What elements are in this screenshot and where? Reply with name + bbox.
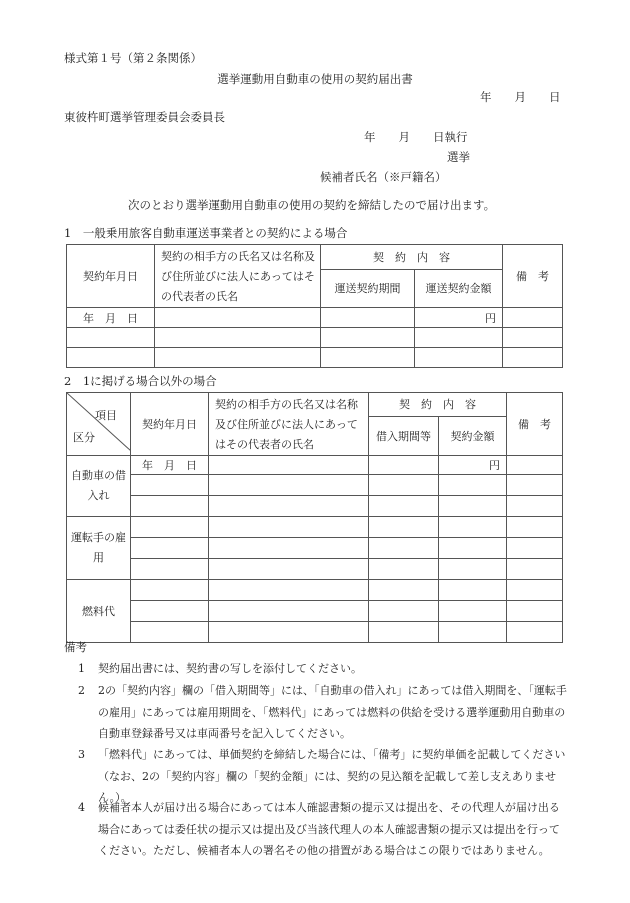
- candidate-name-label: 候補者氏名（※戸籍名）: [320, 170, 447, 184]
- s2-fuel-row2-counterparty[interactable]: [209, 601, 369, 622]
- s2-driver-row1-amount[interactable]: [439, 517, 507, 538]
- s1-header-counterparty: 契約の相手方の氏名又は名称及び住所並びに法人にあってはその代表者の氏名: [155, 245, 321, 308]
- s2-driver-row2-amount[interactable]: [439, 538, 507, 559]
- s2-header-counterparty: 契約の相手方の氏名又は名称及び住所並びに法人にあってはその代表者の氏名: [209, 393, 369, 456]
- note-4: [64, 797, 569, 862]
- note-2-number: 2: [78, 684, 85, 697]
- s2-car-row1-remarks[interactable]: [507, 456, 563, 475]
- section2-heading: 2 1に掲げる場合以外の場合: [64, 374, 217, 388]
- s1-header-remarks: 備 考: [503, 245, 563, 308]
- s2-car-row3-date[interactable]: [131, 496, 209, 517]
- s1-row1-counterparty[interactable]: [155, 308, 321, 328]
- s2-fuel-row3-period[interactable]: [369, 622, 439, 643]
- s2-fuel-row2-date[interactable]: [131, 601, 209, 622]
- s2-fuel-row1-remarks[interactable]: [507, 580, 563, 601]
- s2-driver-row1-period[interactable]: [369, 517, 439, 538]
- s2-category-driver: 運転手の雇用: [67, 517, 131, 580]
- section1-table: [66, 244, 563, 368]
- s2-driver-row1-date[interactable]: [131, 517, 209, 538]
- note-4-number: 4: [78, 801, 85, 814]
- note-2: [64, 680, 569, 745]
- intro-text: 次のとおり選挙運動用自動車の使用の契約を締結したので届け出ます。: [128, 198, 496, 212]
- s2-header-remarks: 備 考: [507, 393, 563, 456]
- s2-fuel-row3-remarks[interactable]: [507, 622, 563, 643]
- s2-fuel-row3-date[interactable]: [131, 622, 209, 643]
- s2-driver-row2-counterparty[interactable]: [209, 538, 369, 559]
- s2-category-fuel: 燃料代: [67, 580, 131, 643]
- s1-row2-amount[interactable]: [415, 328, 503, 348]
- s2-car-row2-period[interactable]: [369, 475, 439, 496]
- s2-header-amount: 契約金額: [439, 416, 507, 455]
- s2-car-row1-date[interactable]: 年 月 日: [131, 456, 209, 475]
- s1-row1-amount[interactable]: 円: [415, 308, 503, 328]
- s2-fuel-row3-amount[interactable]: [439, 622, 507, 643]
- s1-row1-remarks[interactable]: [503, 308, 563, 328]
- s2-car-row3-remarks[interactable]: [507, 496, 563, 517]
- s1-row3-date[interactable]: [67, 348, 155, 368]
- s2-fuel-row1-amount[interactable]: [439, 580, 507, 601]
- date-line: 年 月 日: [480, 90, 561, 104]
- s1-row3-amount[interactable]: [415, 348, 503, 368]
- s2-driver-row1-remarks[interactable]: [507, 517, 563, 538]
- note-3-text: 「燃料代」にあっては、単価契約を締結した場合には、「備考」に契約単価を記載してください（なお、2の「契約内容」欄の「契約金額」には、契約の見込額を記載して差し支えありません。）。: [98, 748, 566, 804]
- s2-fuel-row2-amount[interactable]: [439, 601, 507, 622]
- s2-driver-row2-remarks[interactable]: [507, 538, 563, 559]
- s1-header-contract-date: 契約年月日: [67, 245, 155, 308]
- s2-driver-row3-period[interactable]: [369, 559, 439, 580]
- s2-driver-row2-date[interactable]: [131, 538, 209, 559]
- notes-heading: 備考: [64, 640, 87, 654]
- s1-row1-period[interactable]: [321, 308, 415, 328]
- s2-car-row3-counterparty[interactable]: [209, 496, 369, 517]
- s1-header-amount: 運送契約金額: [415, 269, 503, 307]
- s2-car-row2-amount[interactable]: [439, 475, 507, 496]
- s2-header-contract-content: 契 約 内 容: [369, 393, 507, 417]
- s2-header-diagonal: [67, 393, 131, 456]
- s2-header-contract-date: 契約年月日: [131, 393, 209, 456]
- s2-fuel-row1-period[interactable]: [369, 580, 439, 601]
- s2-car-row3-period[interactable]: [369, 496, 439, 517]
- s2-car-row1-amount[interactable]: 円: [439, 456, 507, 475]
- s2-car-row1-period[interactable]: [369, 456, 439, 475]
- s2-header-category: 区分: [73, 431, 95, 444]
- note-1-number: 1: [78, 662, 85, 675]
- s1-row3-remarks[interactable]: [503, 348, 563, 368]
- s1-header-period: 運送契約期間: [321, 269, 415, 307]
- s1-row1-date[interactable]: 年 月 日: [67, 308, 155, 328]
- s1-header-contract-content: 契 約 内 容: [321, 245, 503, 270]
- note-1: [64, 658, 569, 680]
- s1-row2-counterparty[interactable]: [155, 328, 321, 348]
- s2-driver-row3-counterparty[interactable]: [209, 559, 369, 580]
- note-3-number: 3: [78, 748, 85, 761]
- s2-car-row2-date[interactable]: [131, 475, 209, 496]
- s2-fuel-row2-remarks[interactable]: [507, 601, 563, 622]
- election-label: 選挙: [447, 150, 470, 164]
- s2-driver-row3-amount[interactable]: [439, 559, 507, 580]
- section1-heading: 1 一般乗用旅客自動車運送事業者との契約による場合: [64, 226, 348, 240]
- s2-header-item: 項目: [95, 409, 117, 422]
- election-date: 年 月 日執行: [364, 130, 468, 144]
- form-number: 様式第１号（第２条関係）: [64, 51, 202, 65]
- s1-row3-period[interactable]: [321, 348, 415, 368]
- note-2-text: 2の「契約内容」欄の「借入期間等」には、「自動車の借入れ」にあっては借入期間を、「運転手の雇用」にあっては雇用期間を、「燃料代」にあっては燃料の供給を受ける選挙運動用自動車の自動車登録番号又は車両番号を記入してください。: [98, 684, 567, 740]
- addressee: 東彼杵町選挙管理委員会委員長: [64, 110, 225, 124]
- s2-fuel-row3-counterparty[interactable]: [209, 622, 369, 643]
- s2-fuel-row1-counterparty[interactable]: [209, 580, 369, 601]
- section2-table: [66, 392, 563, 643]
- s2-car-row2-remarks[interactable]: [507, 475, 563, 496]
- note-4-text: 候補者本人が届け出る場合にあっては本人確認書類の提示又は提出を、その代理人が届け出る場合にあっては委任状の提示又は提出及び当該代理人の本人確認書類の提示又は提出を行ってください。ただし、候補者本人の署名その他の措置がある場合はこの限りではありません。: [98, 801, 560, 857]
- s1-row3-counterparty[interactable]: [155, 348, 321, 368]
- s2-fuel-row2-period[interactable]: [369, 601, 439, 622]
- s2-fuel-row1-date[interactable]: [131, 580, 209, 601]
- s2-car-row2-counterparty[interactable]: [209, 475, 369, 496]
- s2-header-period: 借入期間等: [369, 416, 439, 455]
- s1-row2-remarks[interactable]: [503, 328, 563, 348]
- s2-driver-row1-counterparty[interactable]: [209, 517, 369, 538]
- s2-driver-row2-period[interactable]: [369, 538, 439, 559]
- form-title: 選挙運動用自動車の使用の契約届出書: [217, 72, 413, 86]
- note-1-text: 契約届出書には、契約書の写しを添付してください。: [98, 662, 362, 675]
- s1-row2-date[interactable]: [67, 328, 155, 348]
- s2-car-row3-amount[interactable]: [439, 496, 507, 517]
- s2-car-row1-counterparty[interactable]: [209, 456, 369, 475]
- s2-driver-row3-remarks[interactable]: [507, 559, 563, 580]
- s1-row2-period[interactable]: [321, 328, 415, 348]
- s2-category-car-rental: 自動車の借入れ: [67, 456, 131, 517]
- s2-driver-row3-date[interactable]: [131, 559, 209, 580]
